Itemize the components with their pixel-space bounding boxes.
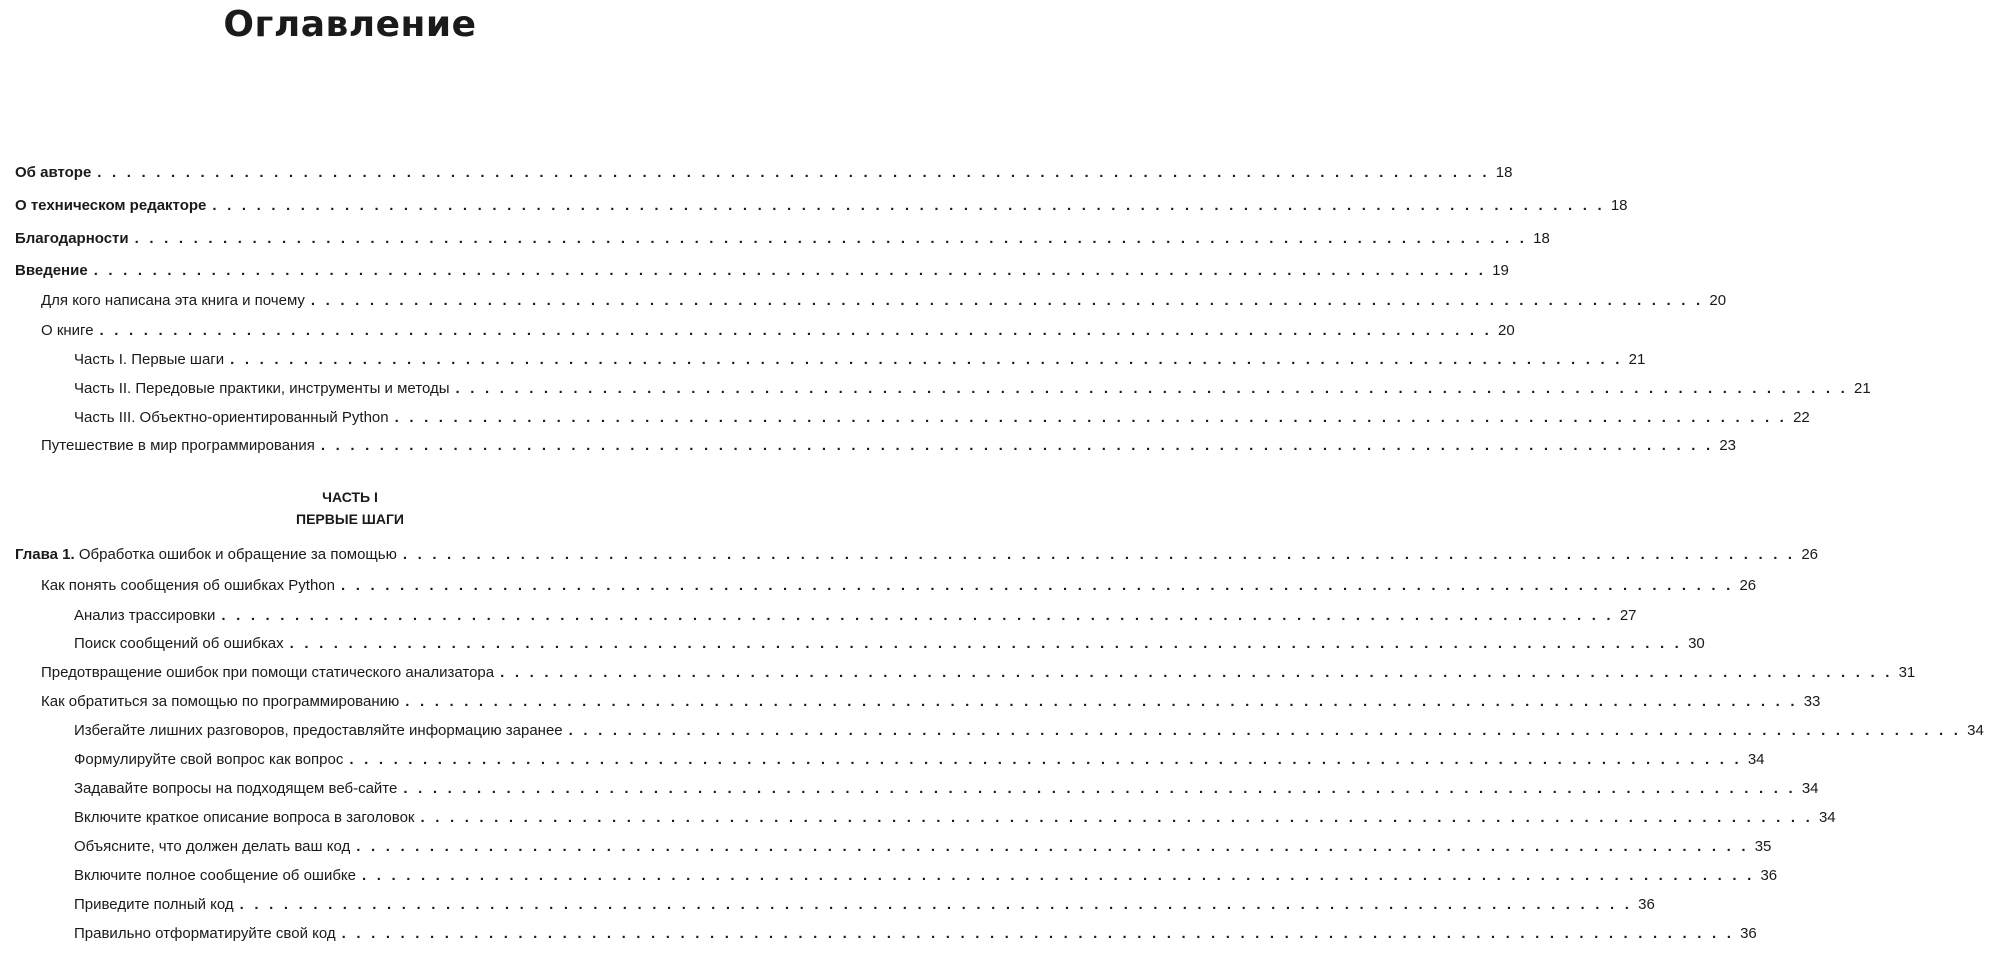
toc-entry-page: 18 [1533, 230, 1550, 247]
toc-entry-title: Анализ трассировки [74, 607, 216, 624]
toc-entry-page: 20 [1709, 292, 1727, 309]
toc-entry[interactable] [0, 690, 1821, 714]
toc-entry-title: Формулируйте свой вопрос как вопрос [74, 751, 344, 768]
dot-leader [569, 719, 1961, 743]
page-title: Оглавление [223, 4, 477, 45]
toc-entry-page: 36 [1760, 867, 1778, 884]
dot-leader [341, 574, 1733, 598]
toc-entry[interactable] [0, 777, 1819, 801]
toc-entry-title: Часть II. Передовые практики, инструменты и методы [74, 380, 450, 397]
toc-entry-title: Введение [15, 262, 88, 279]
chapter-prefix: Глава 1. [15, 546, 75, 563]
dot-leader [321, 434, 1713, 458]
dot-leader [230, 348, 1622, 372]
toc-entry-page: 35 [1754, 838, 1772, 855]
toc-entry[interactable] [0, 661, 1916, 685]
toc-entry-title: Задавайте вопросы на подходящем веб-сайте [74, 780, 398, 797]
toc-entry-title: Включите краткое описание вопроса в заголовок [74, 809, 415, 826]
dot-leader [405, 690, 1797, 714]
dot-leader [403, 777, 1795, 801]
toc-entry-title: Поиск сообщений об ошибках [74, 635, 284, 652]
toc-entry-page: 21 [1853, 380, 1871, 397]
dot-leader [221, 604, 1613, 628]
dot-leader [311, 289, 1703, 313]
toc-entry-page: 33 [1803, 693, 1821, 710]
toc-entry-page: 23 [1719, 437, 1737, 454]
toc-chapter-entry[interactable] [0, 543, 1818, 567]
dot-leader [212, 194, 1604, 218]
toc-entry-title: О техническом редакторе [15, 197, 207, 214]
toc-entry-page: 34 [1801, 780, 1819, 797]
toc-entry[interactable] [0, 259, 1509, 283]
chapter-title: Обработка ошибок и обращение за помощью [74, 546, 397, 563]
dot-leader [97, 161, 1489, 185]
toc-entry-title: Правильно отформатируйте свой код [74, 925, 336, 942]
toc-entry[interactable] [0, 574, 1757, 598]
toc-entry[interactable] [0, 194, 1628, 218]
toc-entry[interactable] [0, 806, 1836, 830]
toc-entry-page: 34 [1818, 809, 1836, 826]
dot-leader [240, 893, 1632, 917]
toc-entry-title: Предотвращение ошибок при помощи статического анализатора [41, 664, 495, 681]
toc-entry-title: Об авторе [15, 164, 92, 181]
dot-leader [500, 661, 1892, 685]
toc-entry-page: 34 [1967, 722, 1984, 739]
toc-entry-title: Благодарности [15, 230, 129, 247]
dot-leader [420, 806, 1812, 830]
toc-entry[interactable] [0, 632, 1705, 656]
toc-entry-page: 36 [1638, 896, 1655, 913]
part-label: ЧАСТЬ I [322, 489, 378, 505]
toc-entry[interactable] [0, 893, 1655, 917]
toc-entry-title: Часть III. Объектно-ориентированный Python [74, 409, 389, 426]
toc-entry-title: Часть I. Первые шаги [74, 351, 225, 368]
dot-leader [135, 227, 1527, 251]
toc-entry[interactable] [0, 604, 1637, 628]
dot-leader [356, 835, 1748, 859]
toc-entry-page: 34 [1747, 751, 1765, 768]
toc-entry-page: 18 [1610, 197, 1628, 214]
toc-entry-title: Приведите полный код [74, 896, 234, 913]
dot-leader [342, 922, 1734, 946]
toc-entry[interactable] [0, 434, 1737, 458]
toc-entry-title: Включите полное сообщение об ошибке [74, 867, 356, 884]
toc-entry-page: 30 [1688, 635, 1705, 652]
dot-leader [349, 748, 1741, 772]
toc-entry-title: О книге [41, 322, 94, 339]
toc-entry-title: Путешествие в мир программирования [41, 437, 315, 454]
toc-entry-title: Для кого написана эта книга и почему [41, 292, 305, 309]
part-title: ПЕРВЫЕ ШАГИ [296, 511, 404, 527]
toc-entry-page: 26 [1801, 546, 1818, 563]
dot-leader [456, 377, 1848, 401]
toc-entry[interactable] [0, 719, 1984, 743]
toc-entry-title: Как обратиться за помощью по программированию [41, 693, 400, 710]
toc-entry-page: 18 [1495, 164, 1513, 181]
dot-leader [100, 319, 1492, 343]
dot-leader [403, 543, 1795, 567]
toc-entry[interactable] [0, 864, 1778, 888]
toc-entry[interactable] [0, 161, 1513, 185]
toc-entry-page: 21 [1628, 351, 1646, 368]
toc-entry-page: 20 [1498, 322, 1515, 339]
toc-entry[interactable] [0, 748, 1765, 772]
dot-leader [290, 632, 1682, 656]
toc-entry-title: Избегайте лишних разговоров, предоставляйте информацию заранее [74, 722, 563, 739]
toc-entry-page: 36 [1740, 925, 1757, 942]
dot-leader [94, 259, 1486, 283]
dot-leader [395, 406, 1787, 430]
toc-entry-page: 27 [1619, 607, 1637, 624]
toc-entry[interactable] [0, 319, 1515, 343]
toc-entry[interactable] [0, 377, 1871, 401]
toc-entry[interactable] [0, 835, 1772, 859]
toc-entry[interactable] [0, 922, 1757, 946]
toc-entry[interactable] [0, 289, 1727, 313]
toc-entry-page: 26 [1739, 577, 1757, 594]
dot-leader [362, 864, 1754, 888]
toc-entry-title: Как понять сообщения об ошибках Python [41, 577, 335, 594]
toc-entry-title: Объясните, что должен делать ваш код [74, 838, 351, 855]
toc-entry-page: 22 [1793, 409, 1810, 426]
toc-entry[interactable] [0, 227, 1550, 251]
toc-entry[interactable] [0, 406, 1810, 430]
toc-entry-page: 19 [1492, 262, 1509, 279]
toc-entry-page: 31 [1898, 664, 1916, 681]
toc-entry[interactable] [0, 348, 1646, 372]
